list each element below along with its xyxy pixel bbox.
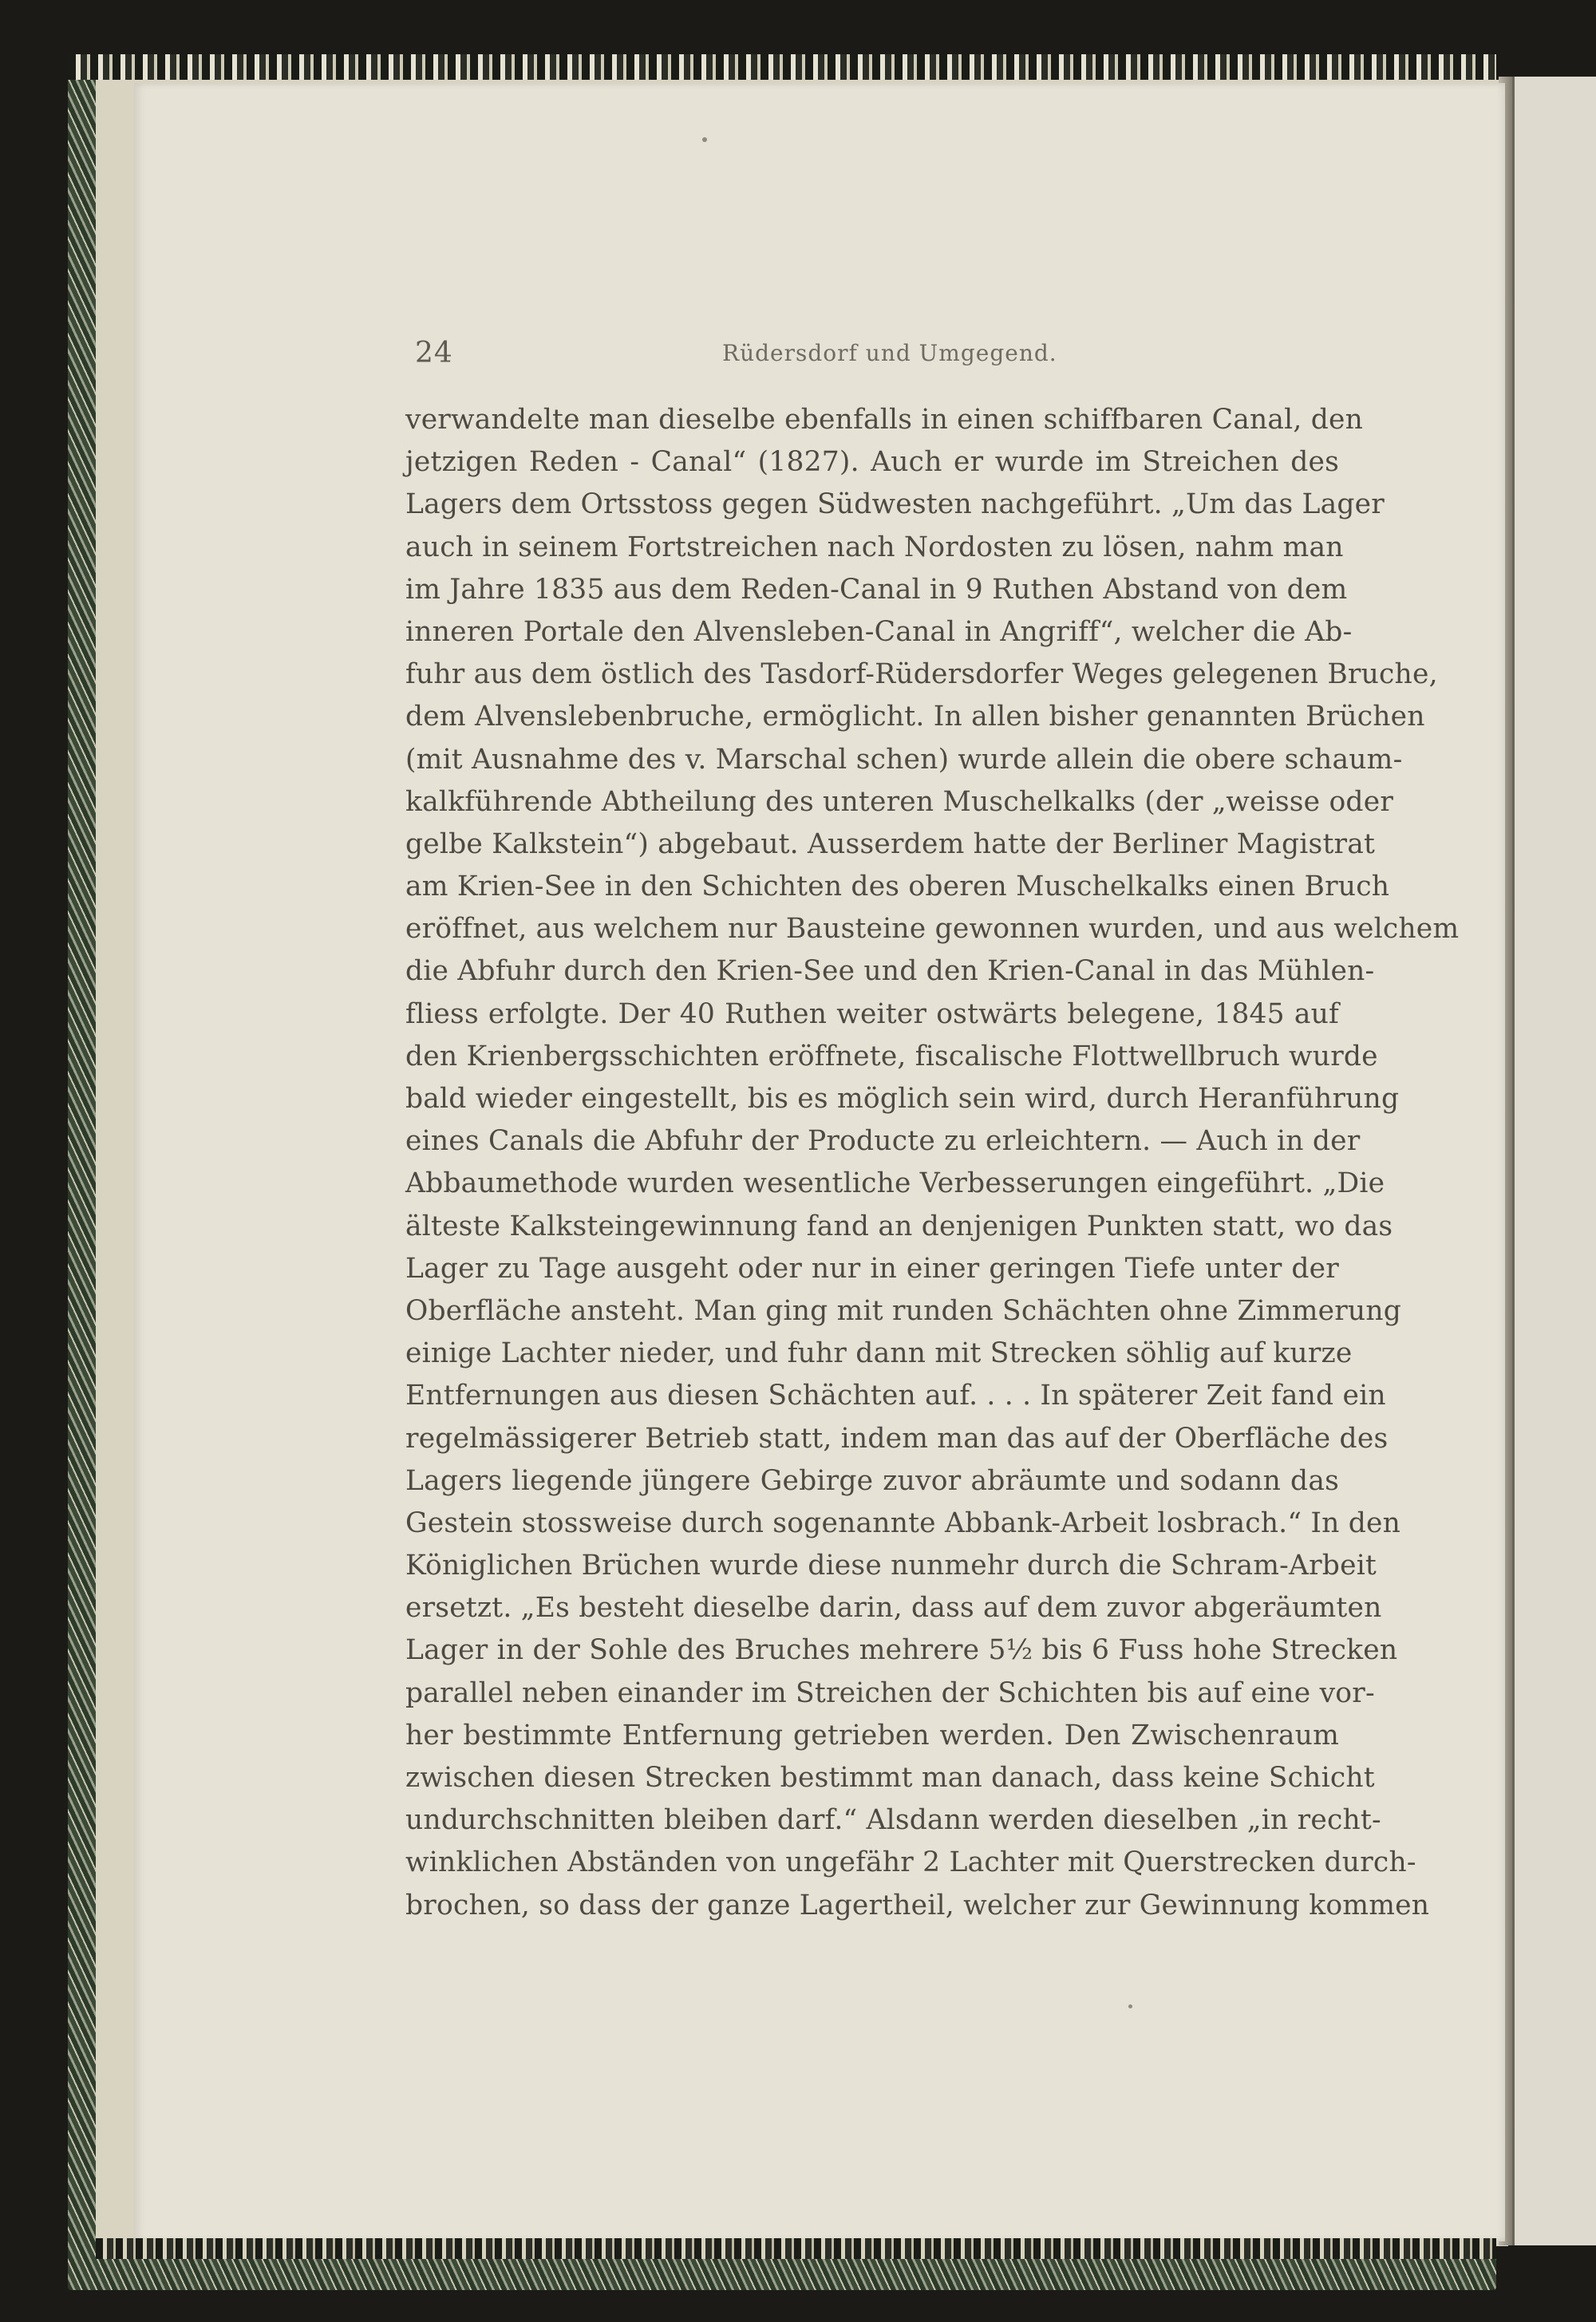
text-line: Lagers liegende jüngere Gebirge zuvor abräumte und sodann das <box>405 1464 1339 1497</box>
running-title: Rüdersdorf und Umgegend. <box>722 340 1057 366</box>
text-line: eröffnet, aus welchem nur Bausteine gewonnen wurden, und aus welchem <box>405 913 1460 946</box>
text-line: Abbaumethode wurden wesentliche Verbesserungen eingeführt. „Die <box>405 1167 1385 1200</box>
text-line: inneren Portale den Alvensleben-Canal in Angriff“, welcher die Ab- <box>405 615 1353 648</box>
text-line: Königlichen Brüchen wurde diese nunmehr durch die Schram-Arbeit <box>405 1550 1377 1582</box>
text-line: zwischen diesen Strecken bestimmt man danach, dass keine Schicht <box>405 1762 1375 1794</box>
marbled-top-edge <box>68 54 1496 80</box>
running-head <box>415 337 1484 377</box>
text-line: Oberfläche ansteht. Man ging mit runden Schächten ohne Zimmerung <box>405 1294 1402 1327</box>
page-number: 24 <box>415 337 453 369</box>
text-line: den Krienbergsschichten eröffnete, fiscalische Flottwellbruch wurde <box>405 1040 1378 1072</box>
body-text <box>405 399 1460 1927</box>
text-line: verwandelte man dieselbe ebenfalls in einen schiffbaren Canal, den <box>405 404 1364 436</box>
text-line: undurchschnitten bleiben darf.“ Alsdann werden dieselben „in recht- <box>405 1804 1381 1837</box>
text-line: im Jahre 1835 aus dem Reden-Canal in 9 Ruthen Abstand von dem <box>405 573 1348 606</box>
text-line: regelmässigerer Betrieb statt, indem man das auf der Oberfläche des <box>405 1422 1389 1455</box>
text-line: Lagers dem Ortsstoss gegen Südwesten nachgeführt. „Um das Lager <box>405 488 1385 521</box>
text-line: Lager zu Tage ausgeht oder nur in einer geringen Tiefe unter der <box>405 1252 1339 1285</box>
text-line: einige Lachter nieder, und fuhr dann mit Strecken söhlig auf kurze <box>405 1337 1353 1370</box>
paper-speck <box>702 137 707 142</box>
text-line: jetzigen Reden - Canal“ (1827). Auch er wurde im Streichen des <box>405 446 1339 479</box>
text-line: her bestimmte Entfernung getrieben werden. Den Zwischenraum <box>405 1719 1339 1751</box>
text-line: Entfernungen aus diesen Schächten auf. . . . In späterer Zeit fand ein <box>405 1380 1386 1412</box>
paper-speck <box>1128 2004 1132 2008</box>
text-line: winklichen Abständen von ungefähr 2 Lachter mit Querstrecken durch- <box>405 1846 1416 1879</box>
text-line: die Abfuhr durch den Krien-See und den Krien-Canal in das Mühlen- <box>405 955 1375 988</box>
text-line: brochen, so dass der ganze Lagertheil, welcher zur Gewinnung kommen <box>405 1889 1430 1921</box>
text-line: fliess erfolgte. Der 40 Ruthen weiter ostwärts belegene, 1845 auf <box>405 997 1339 1030</box>
marbled-bottom-edge <box>96 2238 1496 2259</box>
text-line: Lager in der Sohle des Bruches mehrere 5½ bis 6 Fuss hohe Strecken <box>405 1634 1398 1667</box>
text-line: fuhr aus dem östlich des Tasdorf-Rüdersdorfer Weges gelegenen Bruche, <box>405 658 1438 691</box>
text-line: kalkführende Abtheilung des unteren Muschelkalks (der „weisse oder <box>405 785 1394 818</box>
text-line: am Krien-See in den Schichten des oberen Muschelkalks einen Bruch <box>405 871 1390 903</box>
text-line: Gestein stossweise durch sogenannte Abbank-Arbeit losbrach.“ In den <box>405 1507 1401 1539</box>
text-line: älteste Kalksteingewinnung fand an denjenigen Punkten statt, wo das <box>405 1210 1393 1242</box>
text-line: auch in seinem Fortstreichen nach Nordosten zu lösen, nahm man <box>405 531 1344 563</box>
text-line: gelbe Kalkstein“) abgebaut. Ausserdem hatte der Berliner Magistrat <box>405 827 1376 860</box>
text-line: eines Canals die Abfuhr der Producte zu erleichtern. — Auch in der <box>405 1125 1361 1158</box>
text-line: (mit Ausnahme des v. Marschal schen) wurde allein die obere schaum- <box>405 743 1403 776</box>
text-line: dem Alvenslebenbruche, ermöglicht. In allen bisher genannten Brüchen <box>405 701 1425 733</box>
text-line: ersetzt. „Es besteht dieselbe darin, dass auf dem zuvor abgeräumten <box>405 1592 1382 1625</box>
facing-page-sliver <box>1512 77 1596 2245</box>
text-line: bald wieder eingestellt, bis es möglich sein wird, durch Heranführung <box>405 1083 1400 1115</box>
text-line: parallel neben einander im Streichen der Schichten bis auf eine vor- <box>405 1676 1375 1709</box>
